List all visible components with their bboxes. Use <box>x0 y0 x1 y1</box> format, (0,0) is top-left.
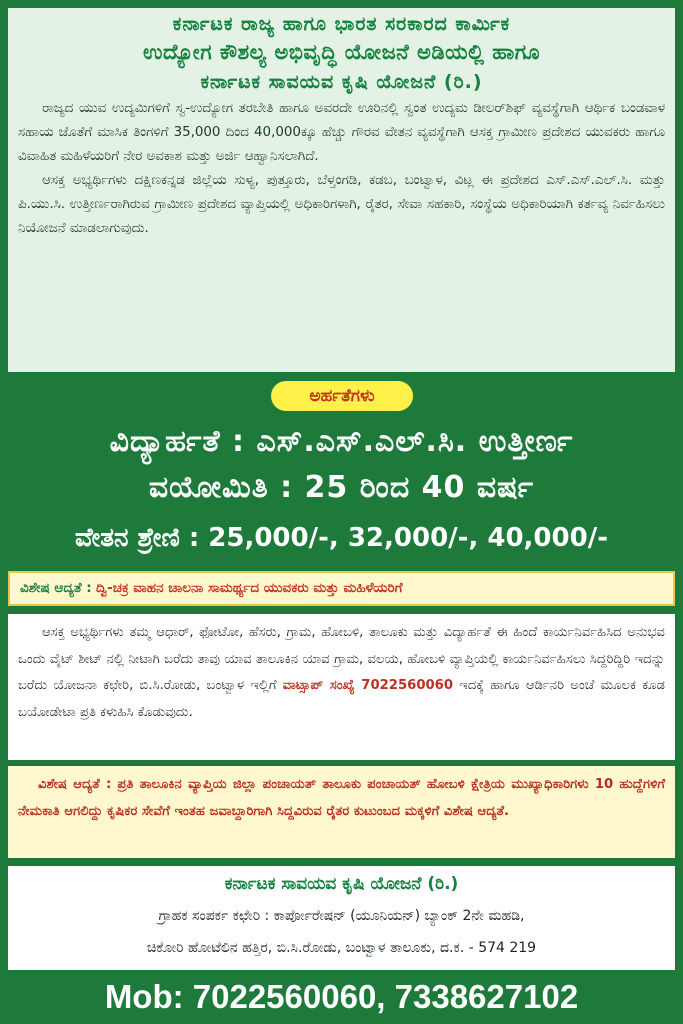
header-line-1: ಕರ್ನಾಟಕ ರಾಜ್ಯ ಹಾಗೂ ಭಾರತ ಸರಕಾರದ ಕಾರ್ಮಿಕ <box>172 13 511 35</box>
special-priority-label: ವಿಶೇಷ ಆದ್ಯತೆ : <box>20 580 92 596</box>
header-line-2: ಉದ್ಯೋಗ ಕೌಶಲ್ಯ ಅಭಿವೃದ್ಧಿ ಯೋಜನೆ ಅಡಿಯಲ್ಲಿ ಹಾಗೂ <box>143 40 540 64</box>
intro-paragraph-1: ರಾಜ್ಯದ ಯುವ ಉದ್ಯಮಿಗಳಿಗೆ ಸ್ವ-ಉದ್ಯೋಗ ತರಬೇತಿ ಹಾಗೂ ಅವರದೇ ಊರಿನಲ್ಲಿ ಸ್ವಂತ ಉದ್ಯಮ ಡೀಲರ್‌ಶಿಫ್ ವ್ಯವಸ್ಥೆಗಾಗಿ ಆರ್ಥಿಕ ಬಂಡವಾಳ ಸಹಾಯ ಜೊತೆಗೆ ಮಾಸಿಕ ತಿಂಗಳಿಗೆ 35,000 ದಿಂದ 40,000ಕ್ಕೂ ಹೆಚ್ಚು ಗೌರವ ವೇತನ ವ್ಯವಸ್ಥೆಗಾಗಿ ಆಸಕ್ತ ಗ್ರಾಮೀಣ ಪ್ರದೇಶದ ಯುವಕರು ಹಾಗೂ ವಿವಾಹಿತ ಮಹಿಳೆಯರಿಗೆ ನೇರ ಅವಕಾಶ ಮತ್ತು ಅರ್ಜಿ ಆಹ್ವಾನಿಸಲಾಗಿದೆ. <box>18 101 665 164</box>
contact-address-panel <box>8 866 675 970</box>
header-line-3: ಕರ್ನಾಟಕ ಸಾವಯವ ಕೃಷಿ ಯೋಜನೆ (ರಿ.) <box>200 71 483 93</box>
intro-text <box>8 97 675 241</box>
footer-address-line-2: ಚಿಕೋರಿ ಹೋಟೆಲಿನ ಹತ್ತಿರ, ಬಿ.ಸಿ.ರೋಡು, ಬಂಟ್ವಾಳ ತಾಲೂಕು, ದ.ಕ. - 574 219 <box>146 940 537 956</box>
special-priority-text: ದ್ವಿ-ಚಕ್ರ ವಾಹನ ಚಾಲನಾ ಸಾಮರ್ಥ್ಯದ ಯುವಕರು ಮತ್ತು ಮಹಿಳೆಯರಿಗೆ <box>96 580 403 596</box>
salary-scale: ವೇತನ ಶ್ರೇಣಿ : 25,000/-, 32,000/-, 40,000/- <box>75 523 608 553</box>
footer-org-name: ಕರ್ನಾಟಕ ಸಾವಯವ ಕೃಷಿ ಯೋಜನೆ (ರಿ.) <box>224 874 459 894</box>
special-priority-paragraph: ವಿಶೇಷ ಆದ್ಯತೆ : ಪ್ರತಿ ತಾಲೂಕಿನ ವ್ಯಾಪ್ತಿಯ ಜಿಲ್ಲಾ ಪಂಚಾಯತ್ ತಾಲೂಕು ಪಂಚಾಯತ್ ಹೋಬಳಿ ಕ್ಷೇತ್ರಿಯ ಮುಖ್ಯಾಧಿಕಾರಿಗಳು 10 ಹುದ್ದೆಗಳಿಗೆ ನೇಮಕಾತಿ ಆಗಲಿದ್ದು ಕೃಷಿಕರ ಸೇವೆಗೆ ಇಂತಹ ಜವಾಬ್ದಾರಿಗಾಗಿ ಸಿದ್ದವಿರುವ ರೈತರ ಕುಟುಂಬದ ಮಕ್ಕಳಿಗೆ ವಿಶೇಷ ಆದ್ಯತೆ. <box>18 777 665 819</box>
application-instructions <box>8 614 675 760</box>
application-paragraph <box>18 620 665 726</box>
special-priority-bar <box>8 571 675 606</box>
application-text-before: ಆಸಕ್ತ ಅಭ್ಯರ್ಥಿಗಳು ತಮ್ಮ ಆಧಾರ್, ಫೋಟೋ, ಹೆಸರು, ಗ್ರಾಮ, ಹೋಬಳಿ, ತಾಲೂಕು ಮತ್ತು ವಿದ್ಯಾರ್ಹತೆ ಈ ಹಿಂದೆ ಕಾರ್ಯನಿರ್ವಹಿಸಿದ ಅನುಭವ ಒಂದು ವೈಟ್ ಶೀಟ್ ನಲ್ಲಿ ನೀಟಾಗಿ ಬರೆದು ತಾವು ಯಾವ ತಾಲೂಕಿನ ಯಾವ ಗ್ರಾಮ, ವಲಯ, ಹೋಬಳಿ ವ್ಯಾಪ್ತಿಯಲ್ಲಿ ಕಾರ್ಯನಿರ್ವಹಿಸಲು ಸಿದ್ದರಿದ್ದಿರಿ ಇದನ್ನು ಬರೆದು ಯೋಜನಾ ಕಛೇರಿ, ಬಿ.ಸಿ.ರೋಡು, ಬಂಟ್ವಾಳ ಇಲ್ಲಿಗೆ <box>18 625 665 693</box>
application-text-after: ಇದಕ್ಕೆ ಹಾಗೂ ಆರ್ಡಿನರಿ ಅಂಚೆ ಮೂಲಕ ಕೂಡ ಬಯೋಡೇಟಾ ಪ್ರತಿ ಕಳುಹಿಸಿ ಕೊಡುವುದು. <box>18 678 665 720</box>
mobile-numbers: Mob: 7022560060, 7338627102 <box>104 978 579 1015</box>
intro-panel <box>6 6 677 374</box>
intro-paragraph-2: ಆಸಕ್ತ ಅಭ್ಯರ್ಥಿಗಳು ದಕ್ಷಿಣಕನ್ನಡ ಜಿಲ್ಲೆಯ ಸುಳ್ಯ, ಪುತ್ತೂರು, ಬೆಳ್ತಂಗಡಿ, ಕಡಬ, ಬಂಟ್ವಾಳ, ವಿಟ್ಲ ಈ ಪ್ರದೇಶದ ಎಸ್.ಎಸ್.ಎಲ್.ಸಿ. ಮತ್ತು ಪಿ.ಯು.ಸಿ. ಉತ್ತೀರ್ಣರಾಗಿರುವ ಗ್ರಾಮೀಣ ಪ್ರದೇಶದ ವ್ಯಾಪ್ತಿಯಲ್ಲಿ ಅಧಿಕಾರಿಗಳಾಗಿ, ರೈತರ, ಸೇವಾ ಸಹಕಾರಿ, ಸಂಸ್ಥೆಯ ಅಧಿಕಾರಿಯಾಗಿ ಕರ್ತವ್ಯ ನಿರ್ವಹಿಸಲು ನಿಯೋಜನೆ ಮಾಡಲಾಗುವುದು. <box>18 173 665 236</box>
footer-address-line-1: ಗ್ರಾಹಕ ಸಂಪರ್ಕ ಕಛೇರಿ : ಕಾರ್ಪೋರೇಷನ್ (ಯೂನಿಯನ್) ಬ್ಯಾಂಕ್ 2ನೇ ಮಹಡಿ, <box>158 908 525 924</box>
education-requirement: ವಿದ್ಯಾರ್ಹತೆ : ಎಸ್.ಎಸ್.ಎಲ್.ಸಿ. ಉತ್ತೀರ್ಣ <box>109 424 574 459</box>
qualifications-badge: ಅರ್ಹತೆಗಳು <box>271 381 413 411</box>
special-priority-panel <box>8 766 675 858</box>
whatsapp-number: ವಾಟ್ಸಾಪ್ ಸಂಖ್ಯೆ 7022560060 <box>282 678 454 693</box>
age-limit: ವಯೋಮಿತಿ : 25 ರಿಂದ 40 ವರ್ಷ <box>148 470 535 505</box>
